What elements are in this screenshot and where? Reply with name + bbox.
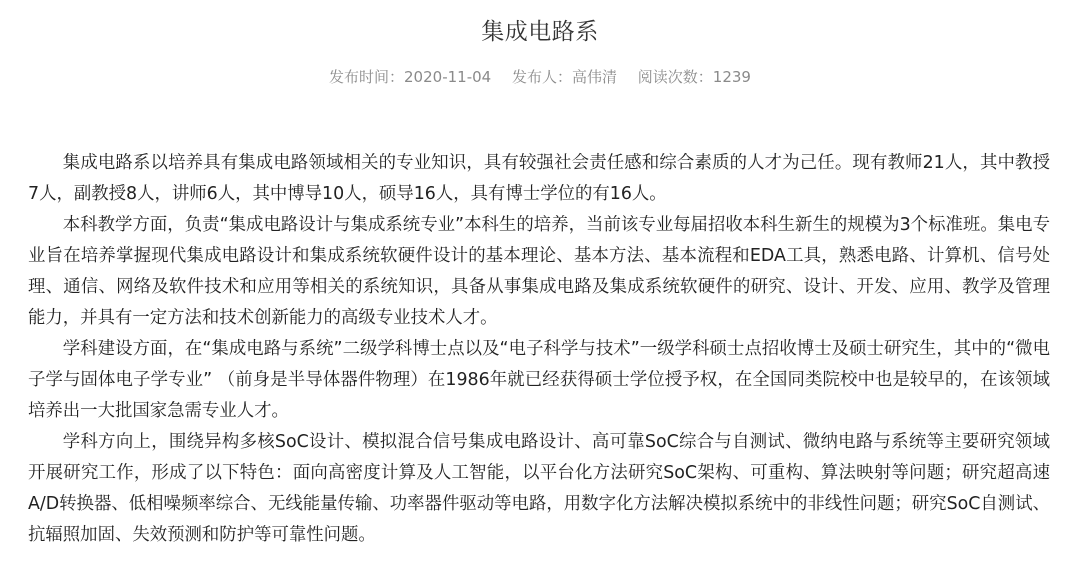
paragraph-discipline-construction: 学科建设方面，在“集成电路与系统”二级学科博士点以及“电子科学与技术”一级学科硕士点招收博士及硕士研究生，其中的“微电子学与固体电子学专业” （前身是半导体器件物理）在1986年就已经获得硕士学位授予权，在全国同类院校中也是较早的，在该领域培养出一大批国家急需专业人才。 — [28, 339, 1050, 421]
publisher: 发布人：高伟清 — [511, 68, 617, 86]
article-title: 集成电路系 — [481, 19, 599, 45]
read-count: 阅读次数：1239 — [637, 68, 751, 86]
paragraph-undergraduate-teaching: 本科教学方面，负责“集成电路设计与集成系统专业”本科生的培养，当前该专业每届招收本科生新生的规模为3个标准班。集电专业旨在培养掌握现代集成电路设计和集成系统软硬件设计的基本理论、基本方法、基本流程和EDA工具，熟悉电路、计算机、信号处理、通信、网络及软件技术和应用等相关的系统知识，具备从事集成电路及集成系统软硬件的研究、设计、开发、应用、教学及管理能力，并具有一定方法和技术创新能力的高级专业技术人才。 — [28, 215, 1050, 328]
article-meta — [0, 66, 1080, 88]
article-content — [28, 148, 1050, 551]
publish-time: 发布时间：2020-11-04 — [329, 68, 492, 86]
paragraph-faculty: 集成电路系以培养具有集成电路领域相关的专业知识，具有较强社会责任感和综合素质的人才为己任。现有教师21人，其中教授7人，副教授8人，讲师6人，其中博导10人，硕导16人，具有博士学位的有16人。 — [28, 153, 1050, 204]
paragraph-research-directions: 学科方向上，围绕异构多核SoC设计、模拟混合信号集成电路设计、高可靠SoC综合与自测试、微纳电路与系统等主要研究领域开展研究工作，形成了以下特色：面向高密度计算及人工智能，以平台化方法研究SoC架构、可重构、算法映射等问题；研究超高速A/D转换器、低相噪频率综合、无线能量传输、功率器件驱动等电路，用数字化方法解决模拟系统中的非线性问题；研究SoC自测试、抗辐照加固、失效预测和防护等可靠性问题。 — [28, 432, 1050, 545]
